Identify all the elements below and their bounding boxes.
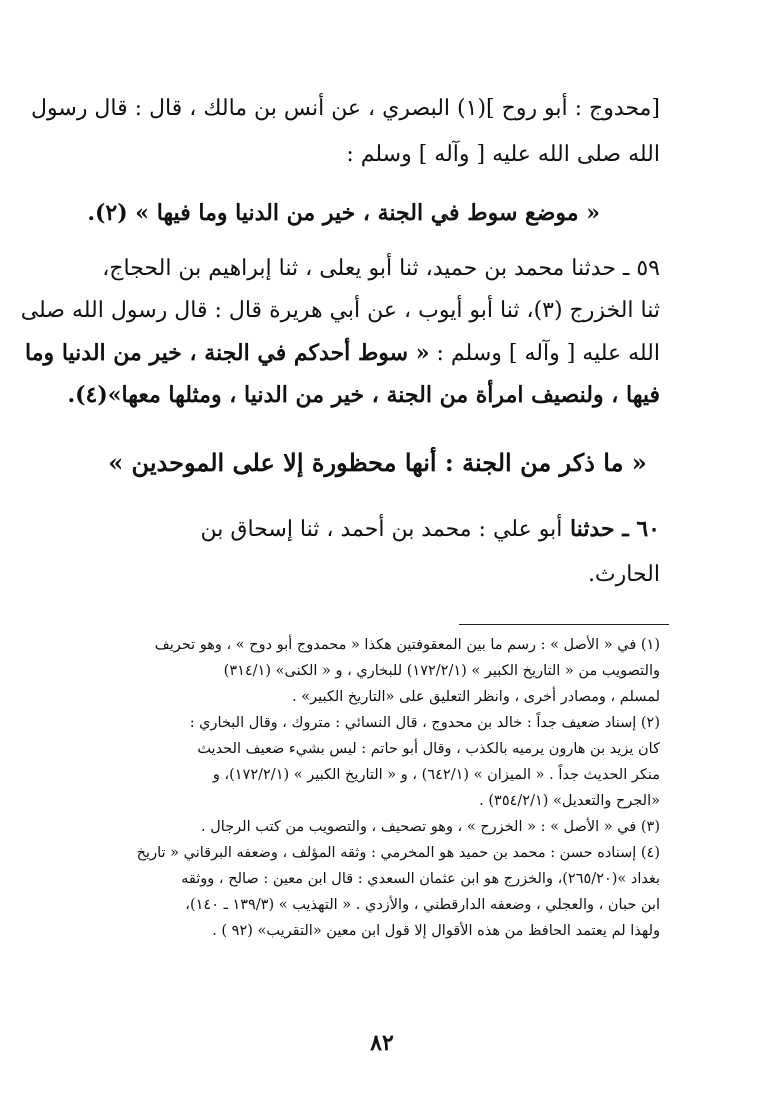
hadith-60-chain: أبو علي : محمد بن أحمد ، ثنا إسحاق بن <box>200 517 563 542</box>
hadith-59-line-1: ٥٩ ـ حدثنا محمد بن حميد، ثنا أبو يعلى ، ثنا إبراهيم بن الحجاج، <box>102 256 660 281</box>
footnote-line: والتصويب من « التاريخ الكبير » (١٧٢/٢/١) للبخاري ، و « الكنى» (٣١٤/١) <box>223 663 660 679</box>
footnote-line: لمسلم ، ومصادر أخرى ، وانظر التعليق على «التاريخ الكبير» . <box>292 689 660 705</box>
footnote-line: (٣) في « الأصل » : « الخزرح » ، وهو تصحيف ، والتصويب من كتب الرجال . <box>201 819 660 835</box>
footnote-line: بغداد »(٢٦٥/٢٠)، والخزرج هو ابن عثمان السعدي : قال ابن معين : صالح ، ووثقه <box>181 871 660 887</box>
paragraph-1-line-1: [محدوج : أبو روح ](١) البصري ، عن أنس بن مالك ، قال : قال رسول <box>31 96 660 121</box>
hadith-59-line-2: ثنا الخزرج (٣)، ثنا أبو أيوب ، عن أبي هريرة قال : قال رسول الله صلى <box>20 298 660 323</box>
hadith-59-line-3 <box>25 336 660 371</box>
footnote-line: (٤) إسناده حسن : محمد بن حميد هو المخرمي : وثقه المؤلف ، وضعفه البرقاني « تاريخ <box>136 845 660 861</box>
hadith-quote-1: « موضع سوط في الجنة ، خير من الدنيا وما فيها » (٢). <box>87 200 600 226</box>
footnote-line: منكر الحديث جداً . « الميزان » (٦٤٢/١) ، و « التاريخ الكبير » (١٧٢/٢/١)، و <box>212 767 660 783</box>
hadith-60-line-1 <box>95 512 660 547</box>
footnote-line: (٢) إسناد ضعيف جداً : خالد بن محدوج ، قال النسائي : متروك ، وقال البخاري : <box>189 715 660 731</box>
hadith-60-number: ٦٠ ـ حدثنا <box>562 516 660 542</box>
hadith-59-matn-start: « سوط أحدكم في الجنة ، خير من الدنيا وما <box>25 340 430 366</box>
paragraph-1-line-2: الله صلى الله عليه [ وآله ] وسلم : <box>346 142 660 167</box>
footnote-line: كان يزيد بن هارون يرميه بالكذب ، وقال أبو حاتم : ليس بشيء ضعيف الحديث <box>197 741 660 757</box>
hadith-59-line-4: فيها ، ولنصيف امرأة من الجنة ، خير من الدنيا ، ومثلها معها»(٤). <box>67 382 660 408</box>
page-number: ٨٢ <box>370 1030 394 1056</box>
footnote-line: ابن حبان ، والعجلي ، وضعفه الدارقطني ، والأزدي . « التهذيب » (١٣٩/٣ ـ ١٤٠)، <box>185 897 660 913</box>
footnote-line: (١) في « الأصل » : رسم ما بين المعقوفتين هكذا « محمدوج أبو دوح » ، وهو تحريف <box>154 637 660 653</box>
footnotes <box>95 632 660 944</box>
footnote-line: «الجرح والتعديل» (٣٥٤/٢/١) . <box>479 793 660 809</box>
section-heading: « ما ذكر من الجنة : أنها محظورة إلا على الموحدين » <box>108 448 647 477</box>
footnote-divider <box>459 624 669 625</box>
footnote-line: ولهذا لم يعتمد الحافظ من هذه الأقوال إلا قول ابن معين «التقريب» (٩٢ ) . <box>212 923 660 939</box>
hadith-59-narration: الله عليه [ وآله ] وسلم : <box>429 341 660 366</box>
hadith-60-line-2: الحارث. <box>587 562 660 587</box>
